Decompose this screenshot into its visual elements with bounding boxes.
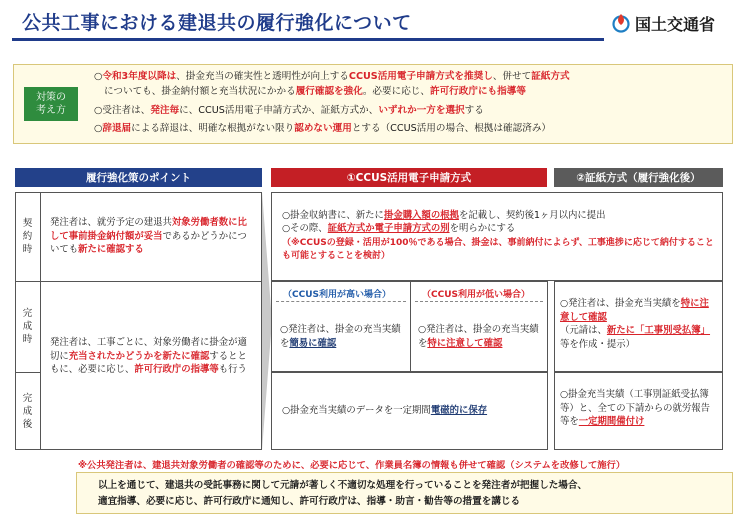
ccus-contract-line2 [282,222,716,236]
ccus-high-text [280,323,404,350]
point-emphasis: 新たに確認する [78,244,144,255]
mlit-logo [612,10,742,36]
stage-completion [15,281,41,372]
policy-emphasis: CCUS活用電子申請方式を推奨し [348,71,493,82]
header-paper: ②証紙方式（履行強化後） [554,168,723,187]
ccus-contract-line1 [282,209,716,223]
dashed-divider [276,301,406,302]
cell-emphasis: 一定期間備付け [578,416,645,427]
policy-line-2 [104,85,526,98]
cell-emphasis: 電磁的に保存 [430,405,488,416]
cell-emphasis: 特に注意して確認 [560,298,709,323]
policy-text: とする（CCUS活用の場合、根拠は確認済み） [351,123,552,134]
point-emphasis: 対象労働者数に比して事前掛金納付額が妥当 [50,217,247,242]
policy-text: についても、掛金納付額と充当状況にかかる [104,86,296,97]
policy-line-1 [94,70,570,83]
policy-emphasis: 許可行政庁にも指導等 [430,86,526,97]
cell-text: を明らかにする [449,223,516,234]
cell-emphasis: 特に注意して確認 [427,337,503,349]
stage-char: 成 [22,321,33,332]
row-divider [15,281,262,282]
cell-text: ○掛金収納書に、新たに [282,210,384,221]
policy-line-4 [94,122,551,135]
policy-text: する [464,105,484,116]
policy-label-line2: 考え方 [36,105,66,116]
point-emphasis: 許可行政庁の指導等 [134,364,219,375]
policy-text: ○ [94,123,103,134]
policy-emphasis: いずれか一方を選択 [378,105,465,116]
policy-emphasis: 履行確認を強化 [295,86,363,97]
page-title: 公共工事における建退共の履行強化について [22,12,412,34]
cell-emphasis: 掛金購入額の根拠 [383,210,459,221]
summary-line-1: 以上を通じて、建退共の受託事務に関して元請が著しく不適切な処理を行っていることを発注者が把握した場合、 [98,480,588,491]
paper-completion-text [560,297,718,351]
point-text: であるかどうかについても [50,230,247,255]
stage-char: 完 [22,392,33,404]
policy-text: に、CCUS活用電子申請方式か、証紙方式か、 [179,105,379,116]
footnote: ※公共発注者は、建退共対象労働者の確認等のために、必要に応じて、作業員名簿の情報も併せて確認（システムを改修して施行） [78,460,626,471]
cell-text: ○その際、 [282,223,328,234]
policy-text: による辞退は、明確な根拠がない限り [131,123,295,134]
policy-label-line1: 対策の [36,92,66,103]
ccus-contract-note: （※CCUSの登録・活用が100％である場合、掛金は、事前納付によらず、工事進捗に応じて納付することも可能とすることを検討） [282,238,714,261]
cell-emphasis: 証紙方式か電子申請方式の別 [327,223,450,234]
stage-char: 成 [22,405,33,417]
policy-label [24,87,78,121]
stage-char: 時 [22,334,33,345]
dashed-divider [415,301,543,302]
header-points: 履行強化策のポイント [15,168,262,187]
point-text: も行う [218,364,247,375]
contract-point-text [50,216,256,257]
policy-text: 、併せて [492,71,532,82]
cell-text: ○発注者は、掛金充当実績を [560,298,681,309]
header-ccus: ①CCUS活用電子申請方式 [271,168,547,187]
stage-char: 契 [22,218,33,229]
ccus-low-head: （CCUS利用が低い場合） [422,290,531,300]
cell-text: 等を作成・提示） [560,338,636,350]
point-text: 発注者は、就労予定の建退共 [50,217,172,228]
stage-char: 約 [22,231,33,242]
ccus-low-text [418,323,542,350]
stage-char: 時 [22,244,33,255]
point-text: 発注者は、工事ごとに、対象労働者に掛金が適切に [50,337,247,362]
cell-emphasis: 新たに「工事別受払簿」 [606,325,711,336]
stage-contract [15,192,41,281]
completion-point-text [50,336,256,377]
mlit-emblem-icon [612,12,630,34]
cell-text: ○掛金充当実績のデータを一定期間 [282,405,431,416]
policy-emphasis: 発注毎 [150,105,180,116]
point-text: するとともに、必要に応じ、 [50,350,247,375]
summary-line-2: 適宜指導、必要に応じ、許可行政庁に通知し、許可行政庁は、指導・助言・勧告等の措置を講じる [98,496,521,507]
bullet: ○ [94,71,103,82]
stage-after [15,372,41,450]
cell-text: を記載し、契約後1ヶ月以内に提出 [458,210,606,221]
policy-emphasis: 辞退届 [102,123,132,134]
policy-text: 、掛金充当の確実性と透明性が向上する [176,71,349,82]
stage-char: 後 [22,418,33,430]
policy-text: 。必要に応じ、 [362,86,430,97]
policy-line-3 [94,104,484,117]
paper-after-text [560,388,718,429]
cell-emphasis: 簡易に確認 [289,337,337,349]
cell-text: ○発注者は、掛金の充当実績を [418,324,539,349]
cell-text: ○発注者は、掛金の充当実績を [280,324,401,349]
point-emphasis: 充当されたかどうかを新たに確認 [68,350,210,362]
ccus-after-text [282,404,544,418]
cell-text: （元請は、 [560,325,607,336]
cell-text: ○掛金充当実績（工事別証紙受払簿等）と、全ての下請からの就労報告等を [560,389,711,427]
logo-text: 国土交通省 [635,14,716,34]
policy-emphasis: 証紙方式 [531,71,570,82]
policy-emphasis: 令和3年度以降は [102,71,177,82]
ccus-high-head: （CCUS利用が高い場合） [283,290,392,300]
title-underline [12,38,604,41]
policy-emphasis: 認めない運用 [294,123,352,134]
policy-text: ○受注者は、 [94,105,151,116]
stage-char: 完 [22,308,33,319]
